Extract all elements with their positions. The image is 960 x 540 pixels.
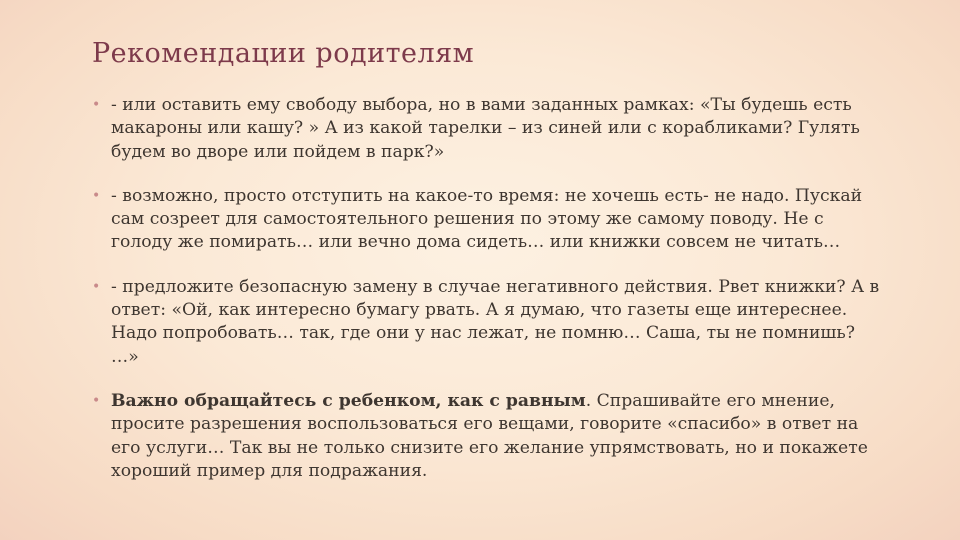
bullet-list bbox=[92, 94, 882, 504]
bullet-bold-text: Важно обращайтесь с ребенком, как с равным bbox=[111, 390, 586, 411]
bullet-item-2 bbox=[92, 185, 882, 255]
slide-title: Рекомендации родителям bbox=[92, 38, 475, 69]
bullet-dot-icon: • bbox=[92, 97, 101, 113]
bullet-item-1 bbox=[92, 94, 882, 164]
bullet-dot-icon: • bbox=[92, 392, 101, 409]
bullet-text: - предложите безопасную замену в случае негативного действия. Рвет книжки? А в ответ: «Ой, как интересно бумагу рвать. А я думаю, что газеты еще интереснее. Надо попробовать… так, где они у нас лежат, не помню… Саша, ты не помнишь? …» bbox=[111, 276, 880, 367]
bullet-text: - возможно, просто отступить на какое-то время: не хочешь есть- не надо. Пускай сам созреет для самостоятельного решения по этому же самому поводу. Не с голоду же помирать… или вечно дома сидеть… или книжки совсем не читать… bbox=[111, 185, 863, 253]
bullet-dot-icon: • bbox=[92, 187, 101, 204]
bullet-dot-icon: • bbox=[92, 278, 101, 295]
bullet-text: - или оставить ему свободу выбора, но в вами заданных рамках: «Ты будешь есть макароны или кашу? » А из какой тарелки – из синей или с корабликами? Гулять будем во дворе или пойдем в парк?» bbox=[111, 95, 860, 162]
bullet-text: . Спрашивайте его мнение, просите разрешения воспользоваться его вещами, говорите «спасибо» в ответ на его услуги… Так вы не только снизите его желание упрямствовать, но и покажете хороший пример для подражания. bbox=[111, 390, 868, 481]
bullet-item-3 bbox=[92, 276, 882, 369]
bullet-item-4 bbox=[92, 390, 882, 483]
